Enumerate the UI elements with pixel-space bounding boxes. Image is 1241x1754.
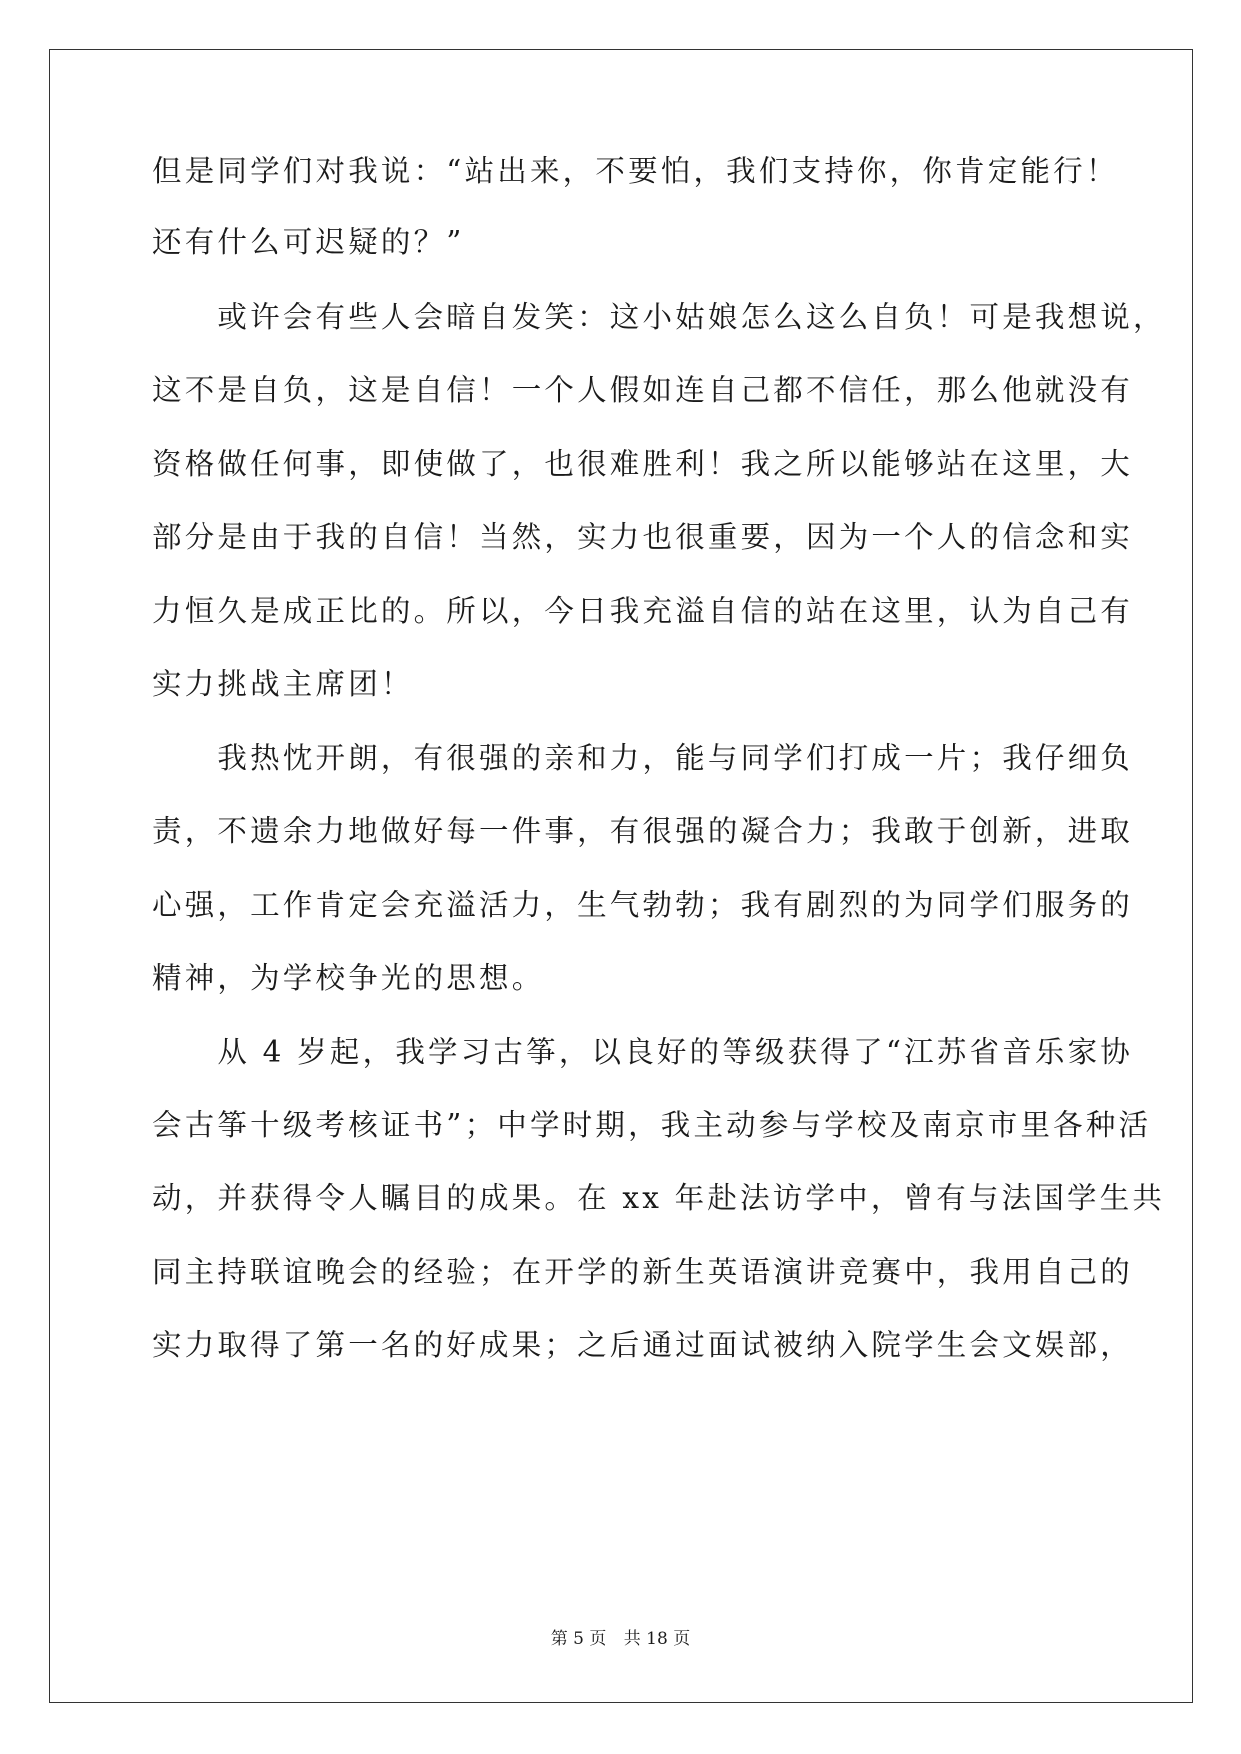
text-line: 这不是自负，这是自信！一个人假如连自己都不信任，那么他就没有 [152,373,1134,407]
text-line: 力恒久是成正比的。所以，今日我充溢自信的站在这里，认为自己有 [152,594,1134,628]
text-line: 或许会有些人会暗自发笑：这小姑娘怎么这么自负！可是我想说， [152,300,1166,334]
text-line: 从 4 岁起，我学习古筝，以良好的等级获得了“江苏省音乐家协 [152,1035,1134,1069]
page-footer [0,1628,1241,1650]
text-line: 但是同学们对我说：“站出来，不要怕，我们支持你，你肯定能行！ [152,154,1119,188]
text-line: 精神，为学校争光的思想。 [152,961,545,995]
text-line: 资格做任何事，即使做了，也很难胜利！我之所以能够站在这里，大 [152,447,1134,481]
text-line: 还有什么可迟疑的？” [152,225,465,259]
page-total: 共 18 页 [623,1629,691,1649]
text-line: 部分是由于我的自信！当然，实力也很重要，因为一个人的信念和实 [152,520,1134,554]
text-line: 同主持联谊晚会的经验；在开学的新生英语演讲竞赛中，我用自己的 [152,1255,1134,1289]
text-line: 我热忱开朗，有很强的亲和力，能与同学们打成一片；我仔细负 [152,741,1134,775]
text-line: 动，并获得令人瞩目的成果。在 xx 年赴法访学中，曾有与法国学生共 [152,1181,1166,1215]
text-line: 责，不遗余力地做好每一件事，有很强的凝合力；我敢于创新，进取 [152,814,1134,848]
text-line: 实力取得了第一名的好成果；之后通过面试被纳入院学生会文娱部， [152,1328,1134,1362]
text-line: 实力挑战主席团！ [152,667,414,701]
page-number: 第 5 页 [550,1629,607,1649]
text-line: 心强，工作肯定会充溢活力，生气勃勃；我有剧烈的为同学们服务的 [152,888,1134,922]
text-line: 会古筝十级考核证书”；中学时期，我主动参与学校及南京市里各种活 [152,1108,1152,1142]
